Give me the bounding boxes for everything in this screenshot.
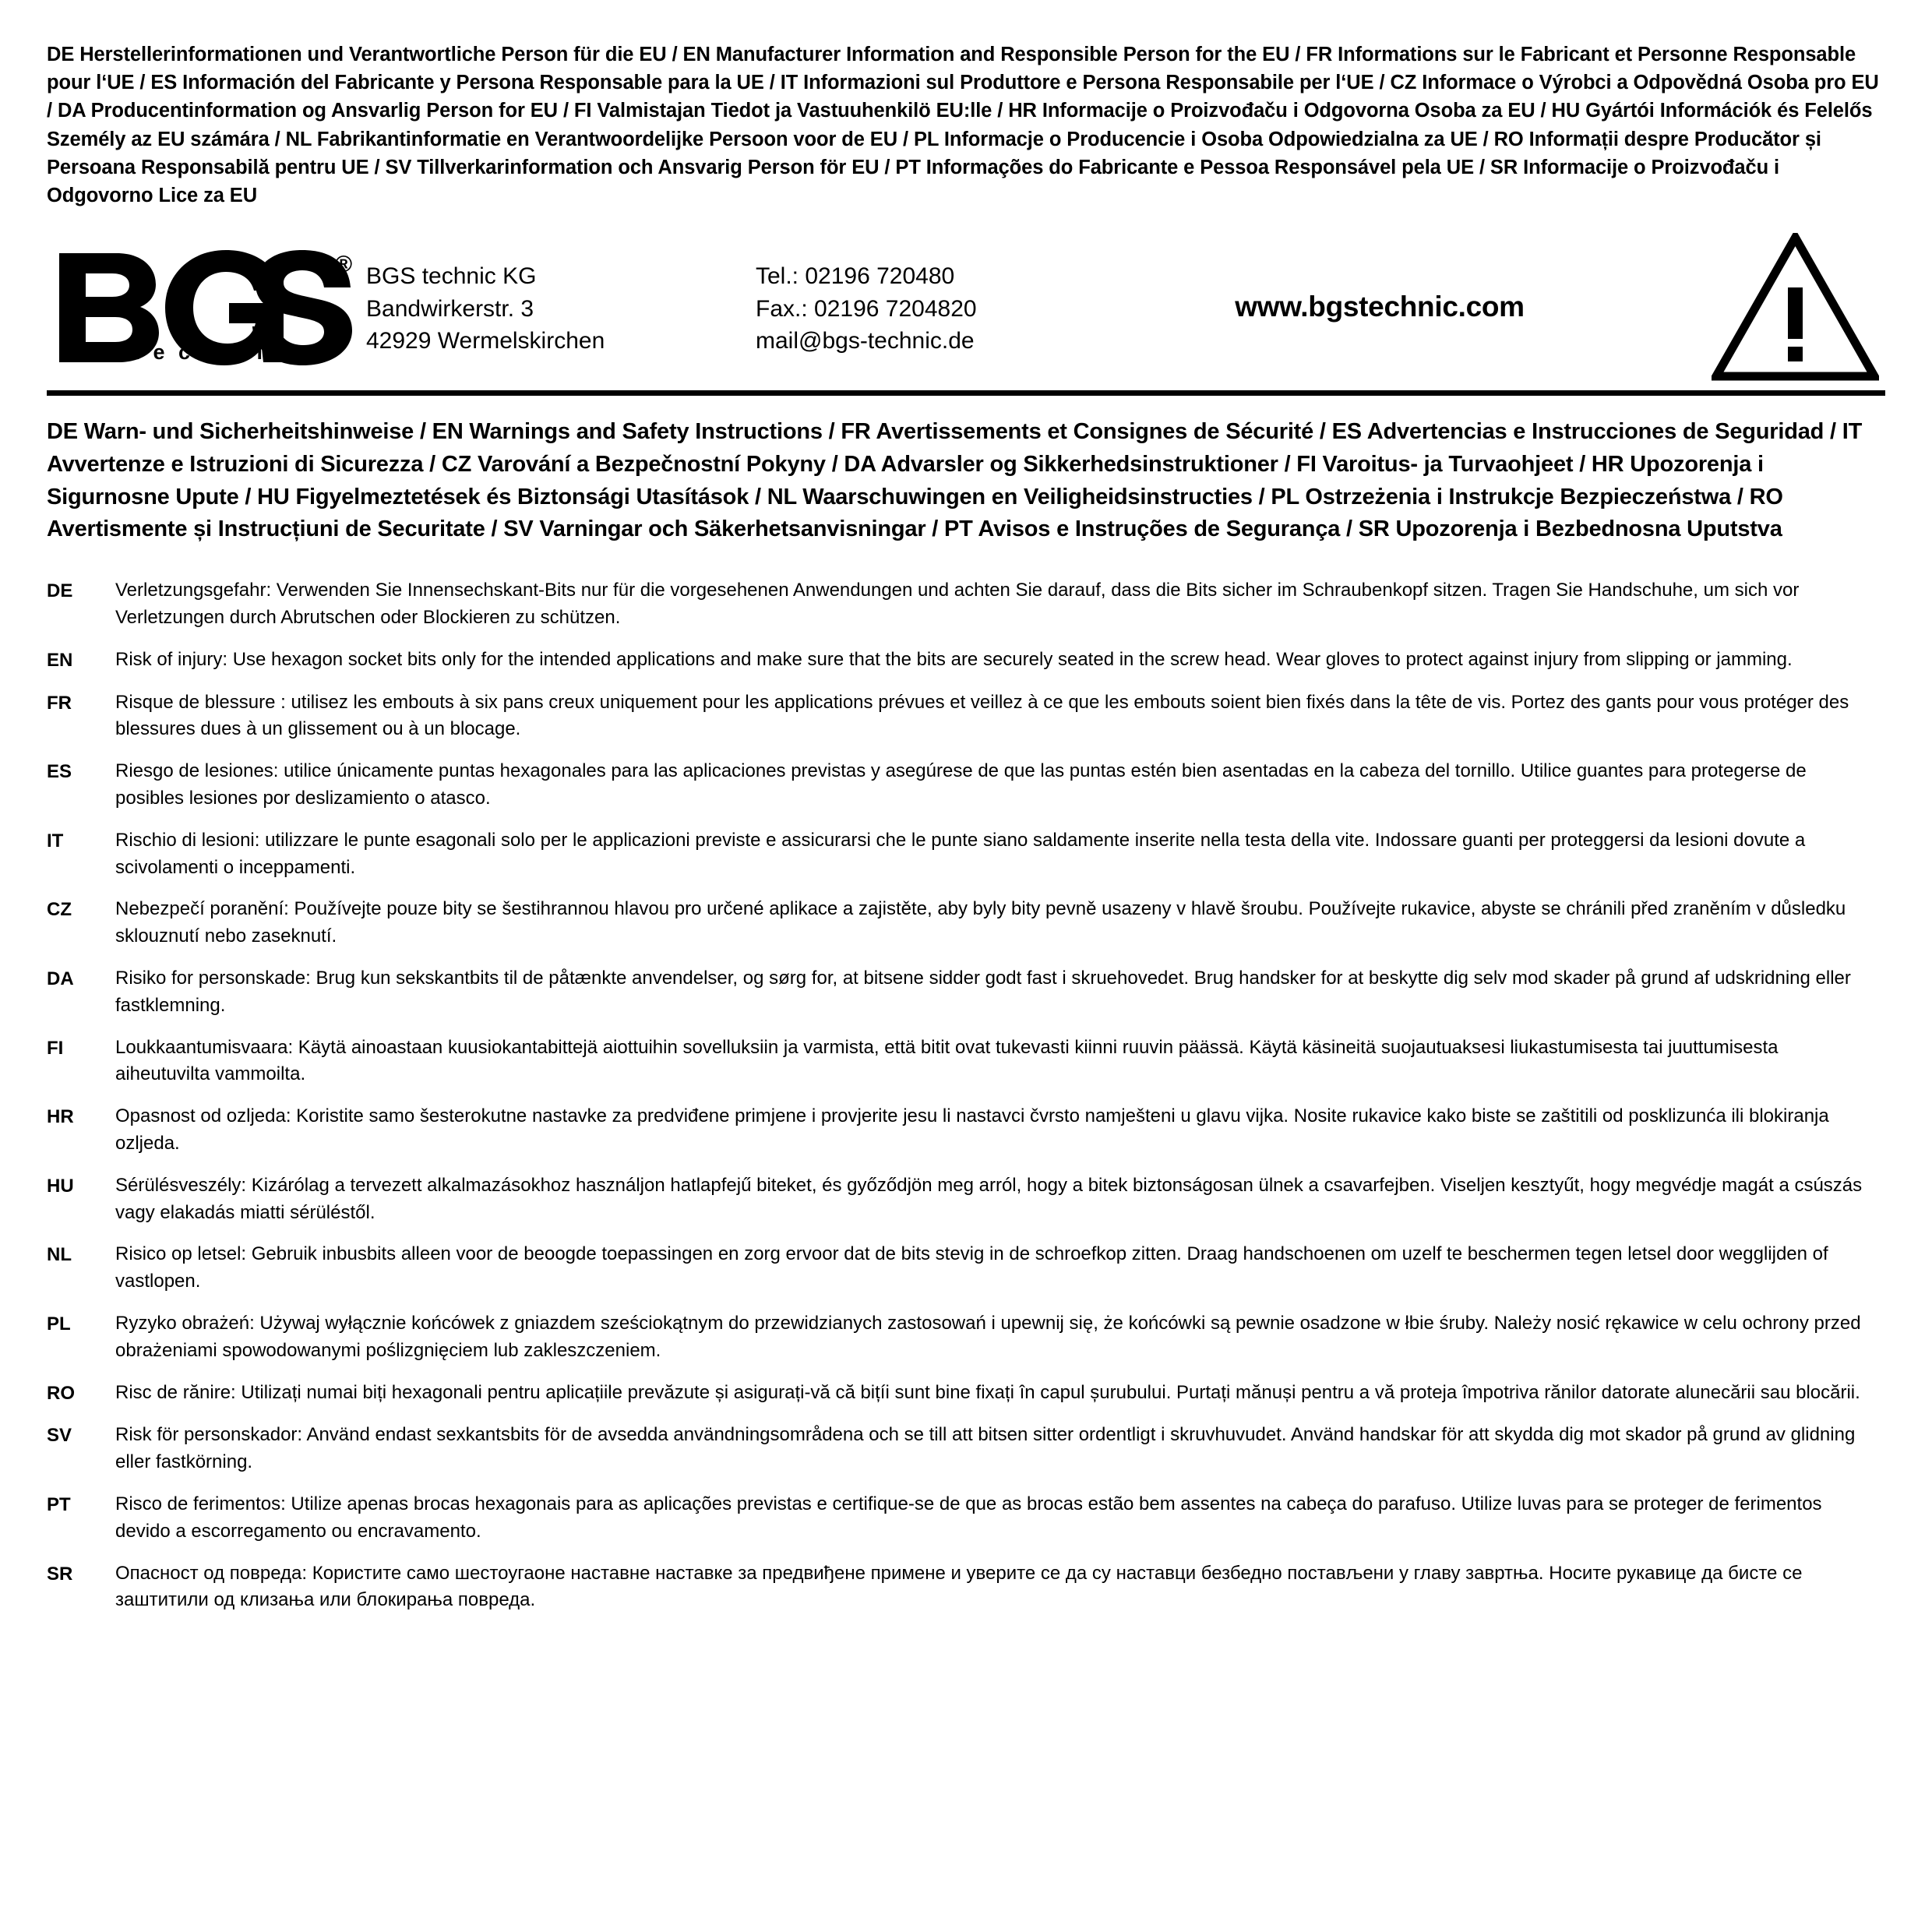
warning-text: Risk of injury: Use hexagon socket bits only for the intended applications and make sure that the bits are securely seated in the screw head. Wear gloves to protect against injury from slipping or jamming. [115,648,1793,670]
manufacturer-info-heading: DE Herstellerinformationen und Verantwortliche Person für die EU / EN Manufacturer Information and Responsible Person for the EU / FR Informations sur le Fabricant et Personne Responsable pour l‘UE / ES Información del Fabricante y Persona Responsable para la UE / IT Informazioni sul Produttore e Persona Responsabile per l‘UE / CZ Informace o Výrobci a Odpovědná Osoba pro EU / DA Producentinformation og Ansvarlig Person for EU / FI Valmistajan Tiedot ja Vastuuhenkilö EU:lle / HR Informacije o Proizvođaču i Odgovorna Osoba za EU / HU Gyártói Információk és Felelős Személy az EU számára / NL Fabrikantinformatie en Verantwoordelijke Persoon voor de EU / PL Informacje o Producencie i Osoba Odpowiedzialna za UE / RO Informații despre Producător și Persoana Responsabilă pentru UE / SV Tillverkarinformation och Ansvarig Person för EU / PT Informações do Fabricante e Pessoa Responsável pela UE / SR Informacije o Proizvođaču i Odgovorno Lice za EU [47,44,1879,207]
language-code: ES [47,761,72,783]
warning-text: Risk för personskador: Använd endast sexkantsbits för de avsedda användningsområdena och se till att bitsen sitter ordentligt i skruvhuvudet. Använd handskar för att skydda dig mot skador på grund av glidning eller fastkörning. [115,1424,1856,1473]
warning-text: Ryzyko obrażeń: Używaj wyłącznie końcówek z gniazdem sześciokątnym do przewidzianych zastosowań i upewnij się, że końcówki są pewnie osadzone w łbie śruby. Należy nosić rękawice w celu ochrony przed obrażeniami spowodowanymi poślizgnięciem lub zakleszczeniem. [115,1312,1861,1361]
warning-row-sr [47,1560,1885,1615]
company-fax: Fax.: 02196 7204820 [756,295,977,322]
language-code: SR [47,1563,73,1585]
company-contact [756,257,1091,357]
warning-triangle [1700,233,1885,381]
language-code: HR [47,1106,74,1128]
warning-text: Risc de rănire: Utilizați numai biți hexagonali pentru aplicațiile prevăzute și asigurați-vă că bițíi sunt bine fixați în capul șurubului. Purtați mănuși pentru a vă proteja împotriva rănilor datorate alunecării sau blocării. [115,1381,1860,1403]
warning-row-pl [47,1310,1885,1365]
language-code: PL [47,1313,71,1334]
warning-text: Riesgo de lesiones: utilice únicamente puntas hexagonales para las aplicaciones previstas y asegúrese de que las puntas estén bien asentadas en la cabeza del tornillo. Utilice guantes para protegerse de posibles lesiones por deslizamiento o atasco. [115,760,1807,809]
warning-text: Risico op letsel: Gebruik inbusbits alleen voor de beoogde toepassingen en zorg ervoor dat de bits stevig in de schroefkop zitten. Draag handschoenen om uzelf te beschermen tegen letsel door wegglijden of vastlopen. [115,1243,1828,1292]
svg-text:®: ® [335,252,353,278]
warning-row-cz [47,896,1885,950]
warning-text: Loukkaantumisvaara: Käytä ainoastaan kuusiokantabittejä aiottuihin sovelluksiin ja varmista, että bitit ovat tukevasti kiinni ruuvin päässä. Käytä käsineitä suojautuaksesi liukastumisesta tai juuttumisesta aiheutuvilta vammoilta. [115,1036,1779,1085]
warning-row-pt [47,1491,1885,1546]
warning-row-en [47,647,1885,675]
language-code: HU [47,1175,74,1197]
language-code: EN [47,649,73,671]
company-info-band [47,228,1885,396]
language-code: FI [47,1037,64,1059]
warning-text: Sérülésveszély: Kizárólag a tervezett alkalmazásokhoz használjon hatlapfejű biteket, és győződjön meg arról, hogy a bitek biztonságosan ülnek a csavarfejben. Viseljen kesztyűt, hogy megvédje magát a csúszás vagy elakadás miatti sérüléstől. [115,1174,1863,1223]
warning-row-de [47,577,1885,632]
warning-text: Opasnost od ozljeda: Koristite samo šesterokutne nastavke za predviđene primjene i provjerite jesu li nastavci čvrsto namješteni u glavu vijka. Nosite rukavice kako biste se zaštitili od posklizunća ili blokiranja ozljeda. [115,1105,1829,1154]
warning-row-nl [47,1241,1885,1296]
language-code: NL [47,1244,72,1266]
language-code: IT [47,830,64,851]
language-code: PT [47,1493,71,1515]
language-code: DA [47,968,74,989]
warning-text: Verletzungsgefahr: Verwenden Sie Innensechskant-Bits nur für die vorgesehenen Anwendungen und achten Sie darauf, dass die Bits sicher im Schraubenkopf sitzen. Tragen Sie Handschuhe, um sich vor Verletzungen durch Abrutschen oder Blockieren zu schützen. [115,580,1800,629]
bgs-logo-icon [55,249,358,365]
company-address [366,257,756,357]
company-tel: Tel.: 02196 720480 [756,263,955,290]
language-code: DE [47,580,73,602]
warning-triangle-icon [1712,233,1879,381]
bgs-logo [47,249,366,365]
warning-text: Nebezpečí poranění: Používejte pouze bity se šestihrannou hlavou pro určené aplikace a zajistěte, aby byly bity pevně usazeny v hlavě šroubu. Používejte rukavice, abyste se chránili před zraněním v důsledku sklouznutí nebo zaseknutí. [115,898,1846,947]
warning-text: Опасност од повреда: Користите само шестоугаоне наставне наставке за предвиђене примене и уверите се да су наставци безбедно постављени у главу завртња. Носите рукавице да бисте се заштитили од клизања или блокирања повреда. [115,1562,1803,1611]
warning-row-hr [47,1103,1885,1158]
company-email: mail@bgs-technic.de [756,327,975,354]
language-code: RO [47,1382,75,1404]
warning-row-it [47,827,1885,882]
warning-list [47,577,1885,1614]
warning-row-sv [47,1422,1885,1476]
language-code: SV [47,1425,72,1447]
svg-text:t e c h n i c: t e c h n i c [132,340,292,365]
warning-text: Risco de ferimentos: Utilize apenas brocas hexagonais para as aplicações previstas e certifique-se de que as brocas estão bem assentes na cabeça do parafuso. Utilize luvas para se proteger de ferimentos devido a escorregamento ou encravamento. [115,1493,1822,1542]
company-name: BGS technic KG [366,263,537,290]
company-street: Bandwirkerstr. 3 [366,295,534,322]
language-code: FR [47,692,72,714]
warning-row-ro [47,1380,1885,1408]
warning-row-fr [47,689,1885,744]
safety-instructions-heading: DE Warn- und Sicherheitshinweise / EN Warnings and Safety Instructions / FR Avertissements et Consignes de Sécurité / ES Advertencias e Instrucciones de Seguridad / IT Avvertenze e Istruzioni di Sicurezza / CZ Varování a Bezpečnostní Pokyny / DA Advarsler og Sikkerhedsinstruktioner / FI Varoitus- ja Turvaohjeet / HR Upozorenja i Sigurnosne Upute / HU Figyelmeztetések és Biztonsági Utasítások / NL Waarschuwingen en Veiligheidsinstructies / PL Ostrzeżenia i Instrukcje Bezpieczeństwa / RO Avertismente și Instrucțiuni de Securitate / SV Varningar och Säkerhetsanvisningar / PT Avisos e Instruções de Segurança / SR Upozorenja i Bezbednosna Uputstva [47,419,1863,542]
warning-row-es [47,758,1885,813]
warning-row-hu [47,1172,1885,1227]
language-code: CZ [47,899,72,921]
company-city: 42929 Wermelskirchen [366,327,605,354]
warning-row-da [47,965,1885,1020]
warning-text: Risiko for personskade: Brug kun sekskantbits til de påtænkte anvendelser, og sørg for, at bitsene sidder godt fast i skruehovedet. Brug handsker for at beskytte dig selv mod skader på grund af udskridning eller fastklemning. [115,967,1851,1016]
company-website: www.bgstechnic.com [1235,291,1525,323]
warning-text: Risque de blessure : utilisez les embouts à six pans creux uniquement pour les applications prévues et veillez à ce que les embouts soient bien fixés dans la tête de vis. Portez des gants pour vous protéger des blessures dues à un glissement ou à un blocage. [115,691,1849,740]
warning-text: Rischio di lesioni: utilizzare le punte esagonali solo per le applicazioni previste e assicurarsi che le punte siano saldamente inserite nella testa della vite. Indossare guanti per proteggersi da lesioni dovute a scivolamenti o inceppamenti. [115,829,1806,878]
warning-row-fi [47,1035,1885,1089]
